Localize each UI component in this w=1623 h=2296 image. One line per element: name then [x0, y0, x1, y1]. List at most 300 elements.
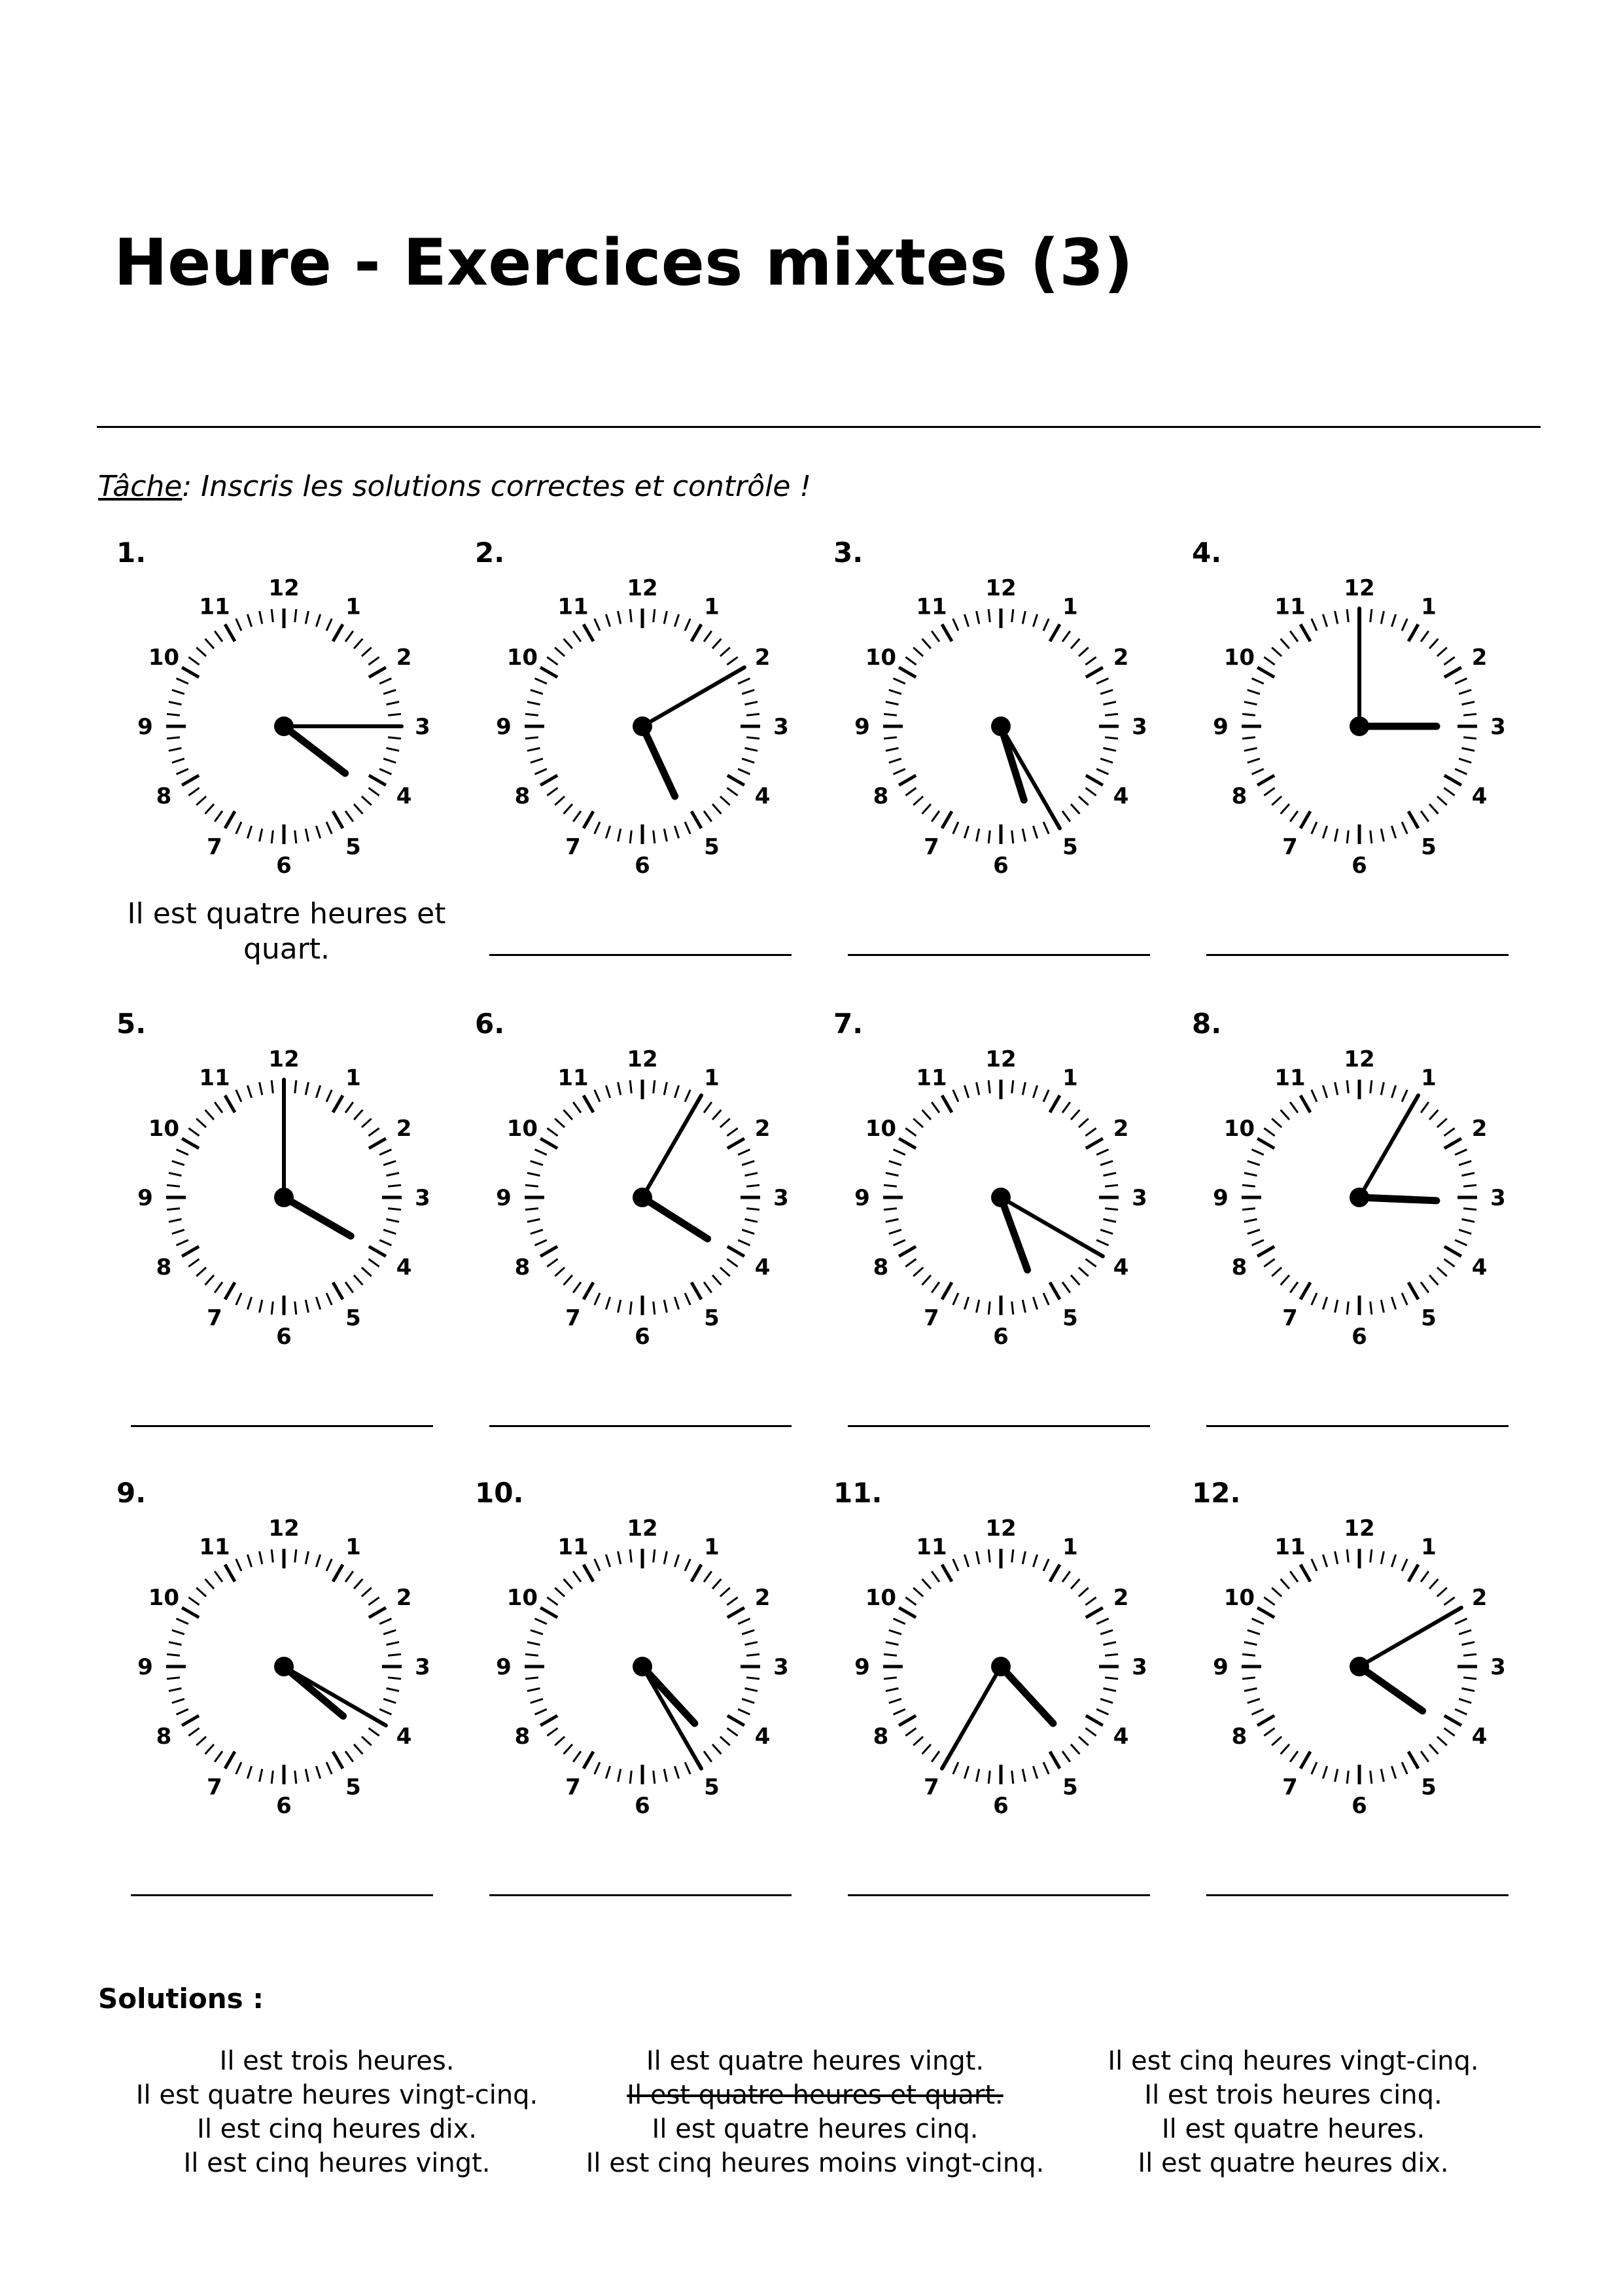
clock-number: 12 — [627, 575, 658, 601]
minute-tick — [1421, 631, 1429, 641]
minute-tick — [1248, 758, 1260, 762]
minute-tick — [738, 1619, 750, 1624]
minute-tick — [205, 804, 214, 814]
minute-tick — [326, 822, 332, 834]
clock-face-icon — [854, 1040, 1147, 1361]
minute-tick — [527, 748, 540, 751]
clock-number: 3 — [1132, 714, 1147, 740]
minute-tick — [1244, 1642, 1257, 1645]
minute-tick — [712, 1110, 721, 1120]
minute-tick — [630, 1771, 631, 1784]
minute-tick — [260, 1769, 262, 1782]
minute-tick — [1290, 1571, 1298, 1581]
minute-tick — [1402, 1762, 1407, 1774]
hour-tick — [1050, 624, 1060, 641]
minute-tick — [368, 1128, 379, 1136]
solution-item: Il est quatre heures cinq. — [652, 2114, 979, 2144]
minute-tick — [1444, 1259, 1454, 1267]
minute-tick — [573, 811, 581, 821]
minute-tick — [606, 1766, 610, 1778]
exercise-number: 2. — [475, 537, 505, 569]
minute-tick — [1033, 1555, 1037, 1567]
minute-tick — [922, 639, 931, 648]
clock-number: 9 — [496, 714, 512, 740]
minute-tick — [1071, 639, 1079, 648]
minute-tick — [573, 1751, 581, 1761]
clock-number: 4 — [1113, 1254, 1129, 1280]
minute-tick — [555, 1737, 565, 1745]
minute-tick — [1248, 1699, 1260, 1703]
minute-tick — [1429, 1110, 1438, 1120]
clock-face-icon — [496, 569, 789, 890]
answer-line[interactable] — [489, 1894, 792, 1896]
minute-tick — [742, 1699, 754, 1703]
clock-number: 6 — [276, 1793, 292, 1819]
minute-tick — [922, 804, 931, 814]
minute-tick — [169, 1219, 182, 1222]
minute-tick — [1085, 1728, 1096, 1736]
minute-tick — [1085, 788, 1096, 796]
clock-center — [991, 1657, 1011, 1676]
minute-tick — [953, 1090, 958, 1102]
solution-item: Il est quatre heures. — [1161, 2114, 1425, 2144]
clock-number: 7 — [1282, 1305, 1298, 1332]
minute-tick — [1071, 1110, 1079, 1120]
clock-number: 5 — [1062, 1305, 1078, 1332]
minute-tick — [188, 1128, 199, 1136]
hour-tick — [182, 1716, 199, 1725]
clock-number: 3 — [415, 1654, 430, 1680]
clock-number: 7 — [207, 1774, 222, 1801]
minute-tick — [1402, 822, 1407, 834]
clock-number: 11 — [916, 593, 947, 620]
minute-tick — [606, 1555, 610, 1567]
clock-number: 10 — [865, 1116, 897, 1142]
hour-tick — [1257, 1716, 1274, 1725]
minute-tick — [664, 1300, 667, 1313]
minute-tick — [1085, 1597, 1096, 1605]
clock-number: 1 — [704, 1065, 720, 1091]
minute-tick — [345, 1102, 353, 1112]
hour-tick — [225, 1752, 235, 1769]
minute-tick — [894, 1240, 905, 1245]
minute-tick — [1062, 631, 1070, 641]
clock-number: 4 — [1471, 783, 1488, 809]
solution-item: Il est cinq heures dix. — [197, 2114, 477, 2144]
minute-tick — [1033, 1086, 1037, 1098]
minute-tick — [316, 1766, 320, 1778]
minute-tick — [535, 1150, 547, 1155]
minute-tick — [1323, 1297, 1327, 1309]
clock-number: 9 — [1213, 1654, 1229, 1680]
hour-tick — [899, 667, 916, 677]
exercise-9 — [116, 1477, 476, 1948]
minute-tick — [1244, 1219, 1257, 1222]
clock-number: 5 — [704, 1774, 720, 1801]
minute-tick — [1244, 702, 1257, 705]
clock-number: 7 — [924, 1774, 939, 1801]
clock-number: 9 — [137, 714, 153, 740]
hour-hand — [642, 726, 675, 796]
answer-line[interactable] — [131, 1894, 433, 1896]
minute-tick — [1459, 1161, 1471, 1165]
minute-tick — [1370, 1549, 1372, 1563]
minute-tick — [884, 714, 897, 715]
hour-tick — [1300, 1095, 1310, 1112]
minute-tick — [177, 679, 188, 684]
minute-tick — [305, 1551, 308, 1564]
minute-tick — [1335, 611, 1338, 624]
minute-tick — [977, 1300, 979, 1313]
clock-center — [1350, 1657, 1369, 1676]
clock-number: 9 — [1213, 1185, 1229, 1211]
clock-number: 1 — [704, 593, 720, 620]
minute-tick — [886, 1219, 899, 1222]
minute-tick — [1335, 829, 1338, 842]
clock-number: 11 — [916, 1534, 947, 1561]
minute-tick — [555, 1119, 565, 1127]
minute-tick — [1455, 1150, 1467, 1155]
minute-tick — [606, 614, 610, 627]
minute-tick — [1033, 1766, 1037, 1778]
minute-tick — [1312, 1559, 1317, 1571]
minute-tick — [1281, 804, 1289, 814]
clock-number: 9 — [854, 1185, 870, 1211]
minute-tick — [664, 1082, 667, 1095]
minute-tick — [1462, 1688, 1475, 1691]
minute-tick — [305, 1769, 308, 1782]
minute-tick — [305, 829, 308, 842]
minute-tick — [1421, 1282, 1429, 1292]
minute-tick — [1096, 1619, 1108, 1624]
minute-tick — [1264, 1597, 1274, 1605]
answer-line[interactable] — [848, 954, 1150, 956]
minute-tick — [215, 1751, 222, 1761]
hour-tick — [1408, 1282, 1418, 1299]
minute-tick — [674, 1086, 678, 1098]
minute-tick — [1462, 1173, 1475, 1176]
minute-tick — [1272, 1588, 1282, 1597]
answer-line[interactable] — [1206, 954, 1509, 956]
minute-tick — [316, 1297, 320, 1309]
minute-tick — [894, 769, 905, 774]
minute-tick — [1062, 1282, 1070, 1292]
hour-tick — [540, 667, 557, 677]
minute-tick — [977, 1769, 979, 1782]
minute-tick — [169, 1642, 182, 1645]
hour-tick — [942, 1282, 952, 1299]
minute-tick — [362, 648, 372, 656]
minute-tick — [295, 830, 296, 843]
minute-tick — [527, 702, 540, 705]
minute-tick — [555, 1588, 565, 1597]
clock-number: 12 — [1344, 1046, 1375, 1072]
hour-tick — [333, 1282, 343, 1299]
minute-tick — [1085, 1128, 1096, 1136]
clock-face-icon — [1213, 1040, 1506, 1361]
exercise-number: 3. — [833, 537, 864, 569]
answer-line[interactable] — [1206, 1425, 1509, 1427]
minute-tick — [654, 1771, 655, 1784]
minute-tick — [247, 826, 251, 838]
minute-tick — [573, 631, 581, 641]
hour-tick — [1444, 1139, 1461, 1148]
clock-number: 1 — [1062, 1534, 1078, 1561]
clock-number: 12 — [627, 1515, 658, 1542]
minute-tick — [1043, 1293, 1049, 1305]
minute-tick — [664, 1769, 667, 1782]
minute-tick — [1252, 1619, 1264, 1624]
minute-tick — [260, 1551, 262, 1564]
minute-tick — [555, 796, 565, 805]
minute-tick — [573, 1282, 581, 1292]
minute-hand — [642, 667, 744, 726]
clock-number: 5 — [704, 1305, 720, 1332]
minute-tick — [547, 1128, 557, 1136]
minute-tick — [1079, 1119, 1089, 1127]
clock-number: 9 — [496, 1185, 512, 1211]
minute-tick — [1252, 1150, 1264, 1155]
minute-tick — [1290, 811, 1298, 821]
minute-tick — [913, 1588, 923, 1597]
exercise-number: 6. — [475, 1008, 505, 1040]
minute-tick — [215, 1282, 222, 1292]
hour-tick — [727, 1716, 744, 1725]
minute-tick — [913, 1737, 923, 1745]
minute-tick — [977, 611, 979, 624]
clock-center — [274, 1188, 294, 1207]
minute-tick — [1264, 1128, 1274, 1136]
answer-line[interactable] — [1206, 1894, 1509, 1896]
minute-tick — [564, 1744, 572, 1754]
clock-number: 1 — [1062, 593, 1078, 620]
minute-tick — [1459, 758, 1471, 762]
minute-tick — [1252, 769, 1264, 774]
clock-number: 2 — [754, 1116, 771, 1142]
minute-tick — [905, 1128, 916, 1136]
minute-tick — [383, 1630, 396, 1634]
minute-tick — [712, 1744, 721, 1754]
hour-tick — [225, 1095, 235, 1112]
minute-tick — [1242, 1678, 1255, 1679]
hour-tick — [1257, 667, 1274, 677]
minute-tick — [630, 1549, 631, 1563]
minute-tick — [1290, 1282, 1298, 1292]
minute-tick — [720, 1737, 730, 1745]
minute-tick — [1391, 826, 1395, 838]
minute-tick — [247, 1555, 251, 1567]
minute-tick — [746, 737, 759, 739]
exercise-number: 9. — [116, 1477, 147, 1509]
minute-tick — [388, 1209, 401, 1210]
clock-number: 10 — [148, 645, 180, 671]
minute-tick — [1105, 737, 1118, 739]
title-divider — [97, 426, 1541, 428]
minute-tick — [1437, 1267, 1447, 1276]
hour-tick — [1408, 624, 1418, 641]
clock-number: 6 — [1352, 853, 1367, 879]
minute-tick — [932, 1751, 939, 1761]
clock-number: 3 — [773, 714, 789, 740]
minute-tick — [1096, 679, 1108, 684]
minute-tick — [953, 619, 958, 631]
minute-tick — [618, 829, 621, 842]
minute-tick — [345, 1571, 353, 1581]
minute-tick — [368, 1597, 379, 1605]
clock-number: 6 — [1352, 1324, 1367, 1350]
minute-tick — [326, 619, 332, 631]
hour-tick — [540, 775, 557, 785]
minute-tick — [704, 1751, 712, 1761]
minute-tick — [674, 826, 678, 838]
exercise-7 — [833, 1008, 1193, 1479]
minute-tick — [564, 639, 572, 648]
minute-tick — [368, 788, 379, 796]
clock-number: 10 — [865, 1585, 897, 1611]
minute-tick — [1281, 1744, 1289, 1754]
clock-number: 8 — [514, 1723, 531, 1750]
minute-tick — [271, 830, 273, 843]
minute-tick — [1312, 1293, 1317, 1305]
minute-tick — [745, 1688, 758, 1691]
hour-tick — [182, 667, 199, 677]
minute-tick — [527, 1219, 540, 1222]
clock-center — [1350, 1188, 1369, 1207]
minute-tick — [1264, 1259, 1274, 1267]
minute-tick — [988, 1771, 990, 1784]
minute-tick — [260, 1082, 262, 1095]
minute-tick — [1459, 1229, 1471, 1233]
minute-tick — [326, 1762, 332, 1774]
clock-number: 6 — [276, 853, 292, 879]
minute-tick — [905, 1597, 916, 1605]
minute-tick — [1381, 1551, 1384, 1564]
clock-number: 5 — [345, 1305, 361, 1332]
clock-number: 8 — [873, 1723, 889, 1750]
minute-tick — [1312, 822, 1317, 834]
clock-number: 2 — [1113, 645, 1129, 671]
minute-tick — [1312, 1762, 1317, 1774]
hour-tick — [1444, 775, 1461, 785]
minute-tick — [1022, 1082, 1025, 1095]
minute-tick — [1071, 1275, 1079, 1285]
minute-tick — [630, 1080, 631, 1093]
minute-tick — [884, 1185, 897, 1186]
minute-tick — [618, 1300, 621, 1313]
minute-tick — [1370, 1080, 1372, 1093]
minute-tick — [1022, 829, 1025, 842]
answer-line[interactable] — [131, 1425, 433, 1427]
clock-number: 3 — [773, 1185, 789, 1211]
minute-tick — [547, 1728, 557, 1736]
minute-tick — [905, 1728, 916, 1736]
minute-tick — [167, 1185, 180, 1186]
minute-hand — [1001, 726, 1060, 828]
minute-tick — [977, 1082, 979, 1095]
hour-tick — [727, 1608, 744, 1617]
minute-tick — [1463, 1185, 1476, 1186]
minute-tick — [1071, 804, 1079, 814]
minute-tick — [1323, 1766, 1327, 1778]
hour-tick — [1300, 1752, 1310, 1769]
clock-face-icon — [854, 1510, 1147, 1830]
clock-number: 10 — [506, 1116, 538, 1142]
minute-tick — [654, 1080, 655, 1093]
minute-tick — [573, 1102, 581, 1112]
minute-tick — [387, 1173, 400, 1176]
minute-tick — [215, 1102, 222, 1112]
clock-number: 4 — [1471, 1723, 1488, 1750]
answer-line[interactable] — [489, 1425, 792, 1427]
clock-number: 10 — [1223, 1116, 1255, 1142]
clock-number: 5 — [1421, 1305, 1437, 1332]
minute-tick — [727, 1259, 737, 1267]
clock-number: 3 — [415, 1185, 430, 1211]
clock-number: 4 — [396, 1254, 412, 1280]
minute-tick — [964, 1297, 968, 1309]
answer-line[interactable] — [489, 954, 792, 956]
minute-tick — [1429, 1744, 1438, 1754]
clock-number: 8 — [1231, 1254, 1248, 1280]
minute-tick — [535, 1709, 547, 1714]
minute-tick — [746, 1185, 759, 1186]
minute-tick — [305, 1300, 308, 1313]
minute-tick — [712, 639, 721, 648]
minute-tick — [905, 788, 916, 796]
answer-line[interactable] — [848, 1894, 1150, 1896]
hour-tick — [1300, 811, 1310, 828]
minute-tick — [167, 1209, 180, 1210]
hour-tick — [225, 1282, 235, 1299]
clock-number: 6 — [635, 853, 650, 879]
hour-tick — [182, 775, 199, 785]
hour-tick — [727, 775, 744, 785]
minute-tick — [1281, 1110, 1289, 1120]
minute-tick — [1463, 1654, 1476, 1655]
minute-tick — [188, 1259, 199, 1267]
hour-tick — [369, 1246, 386, 1256]
minute-tick — [685, 1090, 690, 1102]
minute-tick — [1459, 1699, 1471, 1703]
exercise-number: 8. — [1192, 1008, 1222, 1040]
minute-tick — [1437, 1737, 1447, 1745]
answer-line[interactable] — [848, 1425, 1150, 1427]
minute-tick — [1085, 1259, 1096, 1267]
minute-tick — [1012, 1080, 1013, 1093]
minute-tick — [525, 1654, 538, 1655]
clock-number: 12 — [985, 1046, 1017, 1072]
minute-tick — [1100, 1699, 1113, 1703]
clock-number: 10 — [148, 1585, 180, 1611]
minute-tick — [295, 1301, 296, 1315]
minute-tick — [964, 1766, 968, 1778]
clock-number: 6 — [993, 853, 1009, 879]
solution-item: Il est cinq heures vingt-cinq. — [1108, 2046, 1479, 2076]
minute-tick — [1100, 758, 1113, 762]
minute-tick — [362, 1267, 372, 1276]
minute-tick — [595, 1090, 600, 1102]
hour-tick — [369, 1608, 386, 1617]
hour-hand — [1359, 1667, 1423, 1711]
clock-number: 1 — [345, 593, 361, 620]
minute-tick — [383, 690, 396, 694]
clock-number: 6 — [993, 1793, 1009, 1819]
minute-tick — [1370, 609, 1372, 622]
minute-tick — [1323, 614, 1327, 627]
minute-tick — [889, 1699, 901, 1703]
exercise-5 — [116, 1008, 476, 1479]
minute-tick — [1096, 1709, 1108, 1714]
